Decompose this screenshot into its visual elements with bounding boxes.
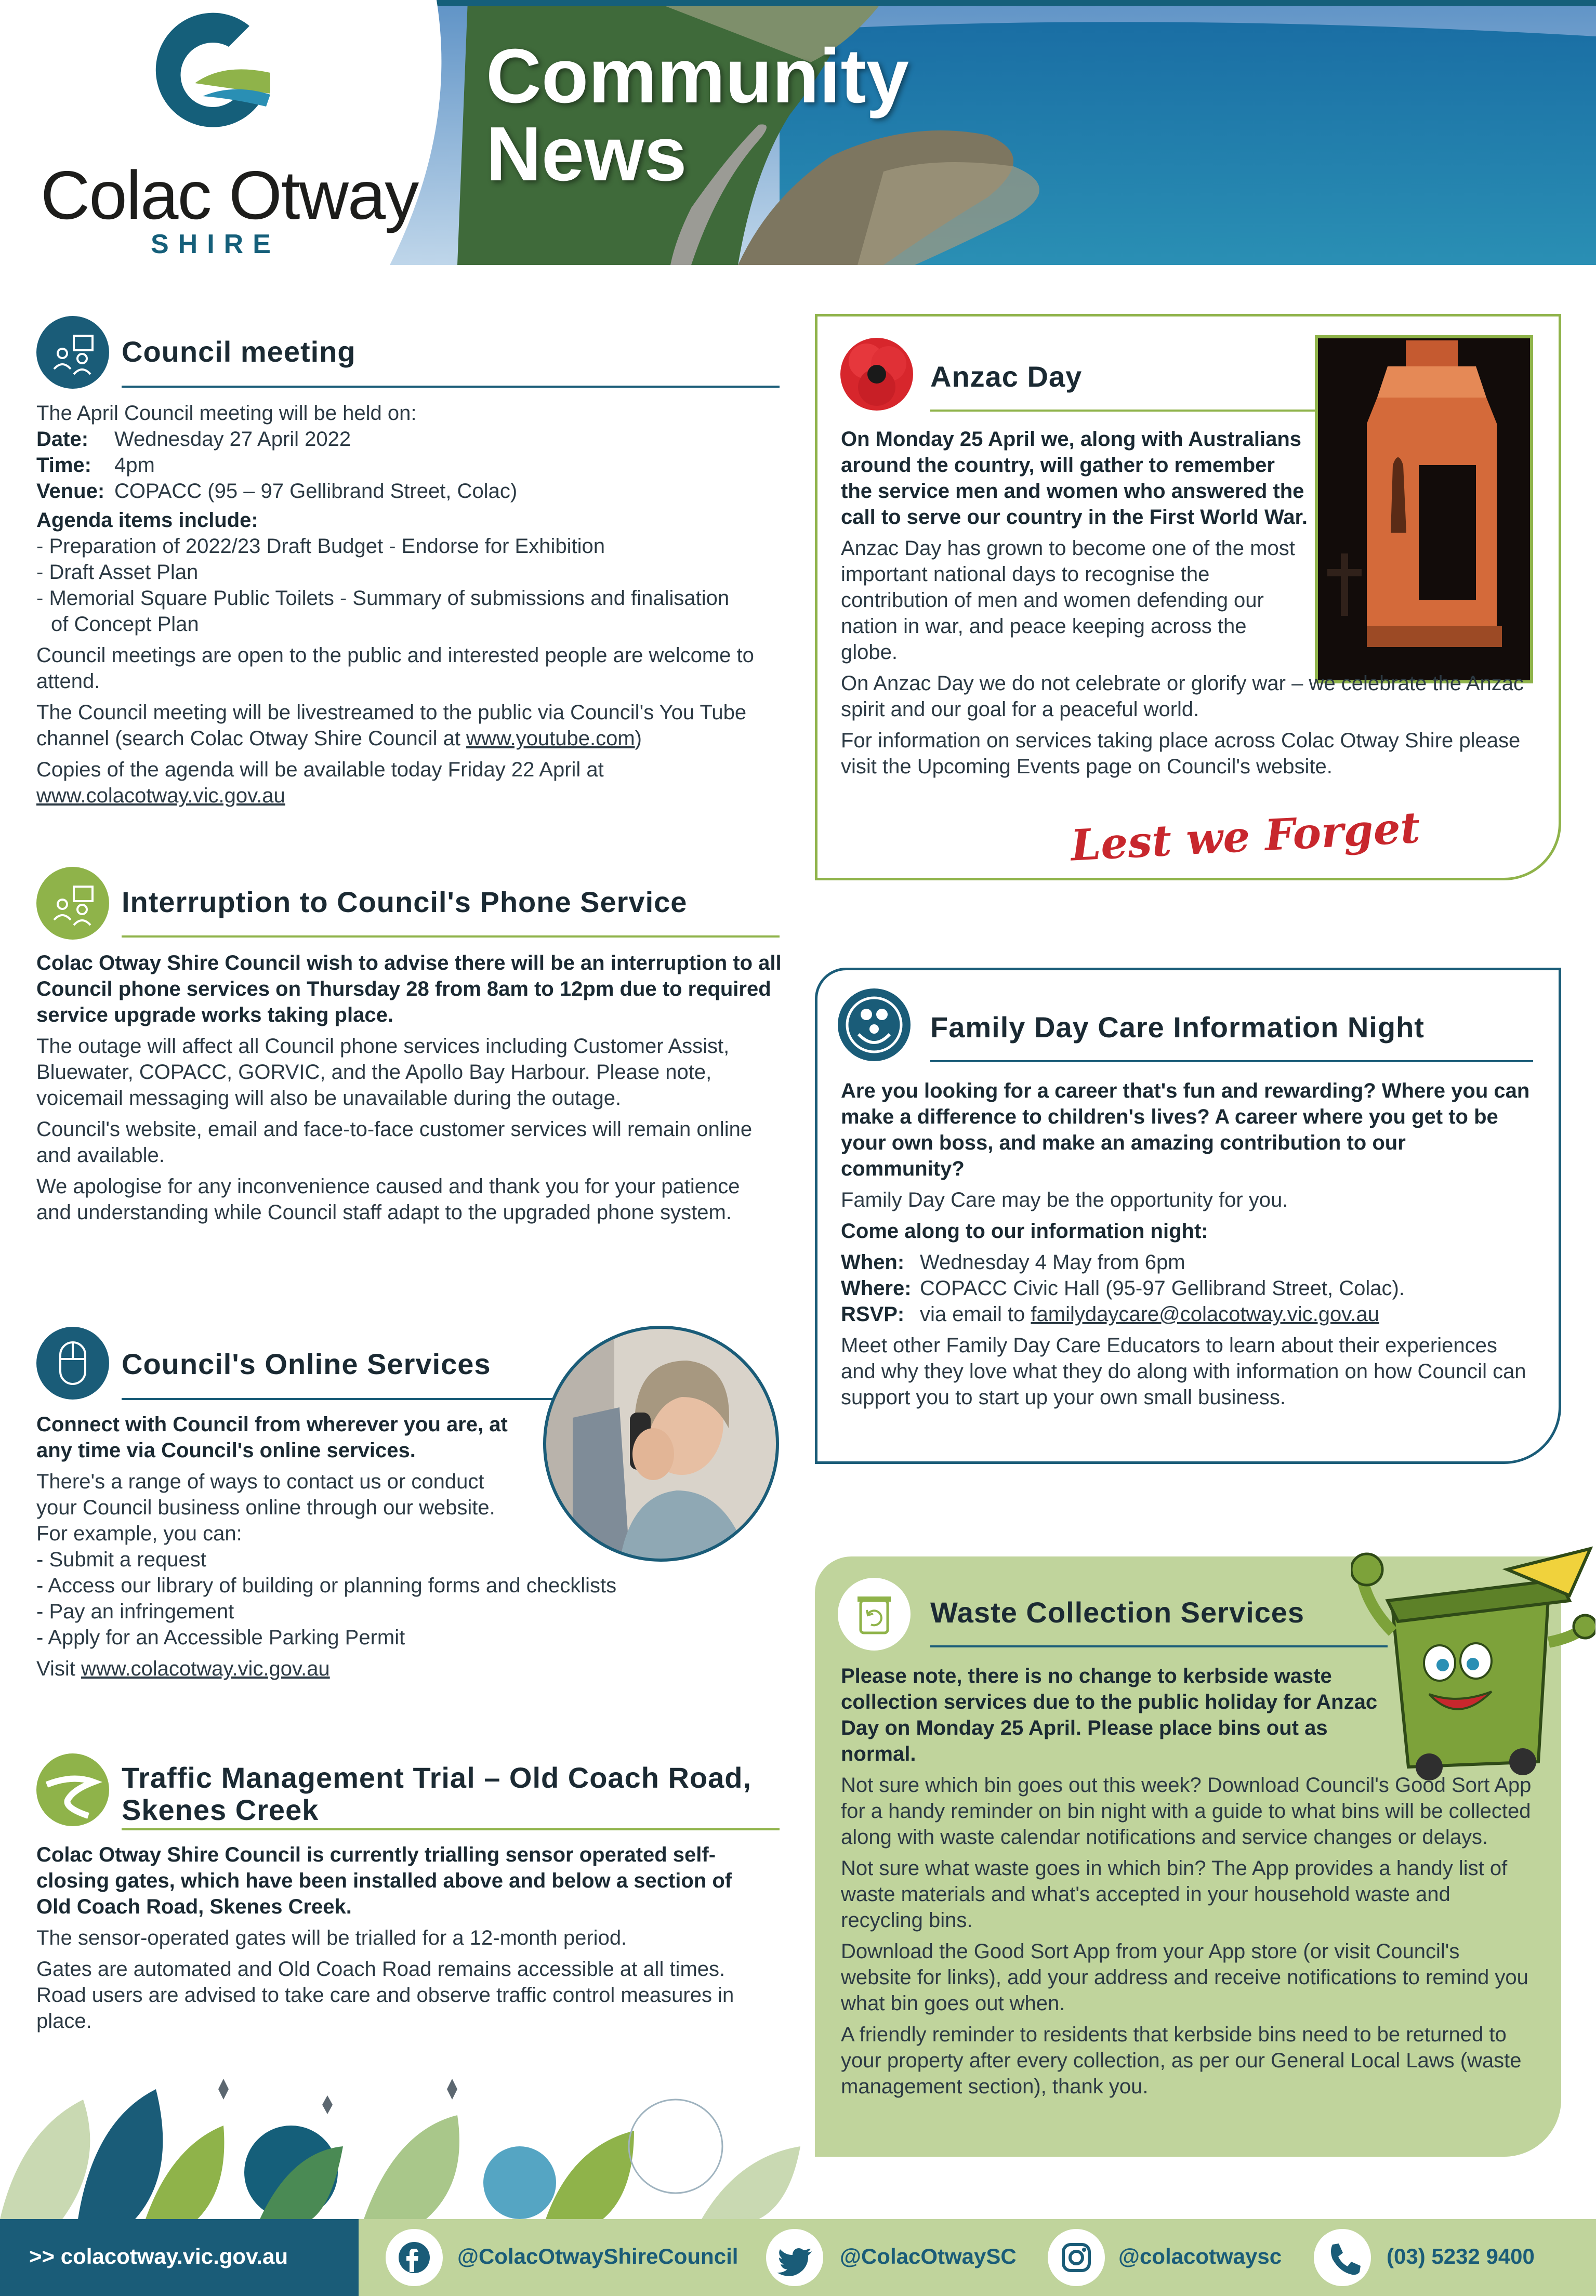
online-services-rule (122, 1398, 563, 1400)
brand-name: Colac Otway (41, 157, 418, 233)
decorative-plants-illustration (0, 2068, 811, 2219)
twitter-icon[interactable] (766, 2229, 823, 2286)
phone-service-icon (36, 867, 109, 940)
traffic-heading-line-1: Traffic Management Trial – Old Coach Road, (122, 1761, 752, 1794)
waste-p2: Not sure what waste goes in which bin? The App provides a handy list of waste materials and what's accepted in your household waste and recycling bins. (841, 1857, 1508, 1932)
meeting-copies-text: Copies of the agenda will be available today Friday 22 April at (36, 758, 604, 781)
agenda-heading: Agenda items include: (36, 509, 258, 532)
meeting-open-text: Council meetings are open to the public and interested people are welcome to attend. (36, 644, 754, 693)
footer-facebook[interactable]: @ColacOtwayShireCouncil (457, 2244, 738, 2268)
fdc-rsvp-row (841, 1301, 1532, 1327)
brand-sub: SHIRE (151, 229, 280, 259)
anzac-p2: On Anzac Day we do not celebrate or glorify war – we celebrate the Anzac spirit and our goal for a peaceful world. (841, 672, 1524, 721)
mouse-icon (36, 1327, 109, 1400)
waste-lead: Please note, there is no change to kerbside waste collection services due to the public holiday for Anzac Day on Monday 25 April. Please place bins out as normal. (841, 1665, 1378, 1765)
meeting-icon (36, 316, 109, 389)
waste-collection-rule (930, 1645, 1388, 1647)
colac-otway-logo-icon (146, 5, 281, 140)
anzac-p3: For information on services taking place across Colac Otway Shire please visit the Upcoming Events page on Council's website. (841, 729, 1521, 778)
traffic-p2: Gates are automated and Old Coach Road remains accessible at all times. Road users are advised to take care and observe traffic control measures in place. (36, 1958, 734, 2033)
online-services-list (36, 1547, 785, 1651)
footer-website-link[interactable]: >> colacotway.vic.gov.au (29, 2244, 288, 2268)
council-website-link[interactable]: www.colacotway.vic.gov.au (81, 1657, 330, 1680)
traffic-heading (122, 1762, 751, 1826)
livestream-end: ) (635, 727, 642, 750)
poppy-icon (838, 335, 916, 413)
waste-collection-heading: Waste Collection Services (930, 1596, 1305, 1629)
family-icon (838, 988, 911, 1061)
traffic-rule (122, 1828, 780, 1830)
phone-lead-c: due to required service upgrade works taking place. (36, 978, 771, 1026)
footer-twitter[interactable]: @ColacOtwaySC (840, 2244, 1017, 2268)
where-label: Where: (841, 1277, 912, 1300)
instagram-icon[interactable] (1048, 2229, 1105, 2286)
masthead-title (486, 33, 1058, 197)
online-list-item: - Submit a request (36, 1547, 785, 1573)
online-p2: For example, you can: (36, 1522, 242, 1545)
meeting-intro: The April Council meeting will be held on: (36, 402, 417, 425)
phone-service-heading: Interruption to Council's Phone Service (122, 886, 688, 918)
agenda-item: - Preparation of 2022/23 Draft Budget - Endorse for Exhibition (36, 533, 785, 559)
meeting-livestream-text (36, 700, 785, 751)
council-website-link[interactable]: www.colacotway.vic.gov.au (36, 784, 285, 807)
time-label: Time: (36, 454, 91, 477)
online-list-item: - Pay an infringement (36, 1599, 785, 1625)
footer-phone[interactable]: (03) 5232 9400 (1387, 2244, 1535, 2268)
traffic-p1: The sensor-operated gates will be trialled for a 12-month period. (36, 1926, 627, 1949)
when-label: When: (841, 1251, 905, 1274)
page-header (0, 0, 1596, 265)
phone-lead (36, 950, 785, 1028)
where-value: COPACC Civic Hall (95-97 Gellibrand Street, Colac). (920, 1277, 1405, 1300)
family-day-care-heading: Family Day Care Information Night (930, 1011, 1424, 1044)
waste-collection-body (841, 1663, 1532, 2100)
time-value: 4pm (114, 454, 155, 477)
lest-we-forget: Lest we Forget (1069, 802, 1421, 871)
masthead-line-1: Community (486, 33, 909, 119)
online-list-item: - Access our library of building or planning forms and checklists (36, 1573, 785, 1599)
anzac-body (841, 426, 1532, 780)
anzac-lead: On Monday 25 April we, along with Australians around the country, will gather to remember the service men and women who answered the call to serve our country in the First World War. (841, 428, 1308, 529)
phone-lead-a: Colac Otway Shire Council wish to advise there will be an interruption to all Council phone services on (36, 952, 782, 1000)
livestream-text: The Council meeting will be livestreamed to the public via Council's You Tube channel (search Colac Otway Shire Council at (36, 701, 747, 750)
agenda-item: - Memorial Square Public Toilets - Summary of submissions and finalisation of Concept Plan (36, 585, 747, 637)
traffic-heading-line-2: Skenes Creek (122, 1793, 319, 1826)
phone-p3: We apologise for any inconvenience caused and thank you for your patience and understanding while Council staff adapt to the upgraded phone system. (36, 1175, 740, 1224)
waste-p3: Download the Good Sort App from your App store (or visit Council's website for links), add your address and receive notifications to remind you what bin goes out when. (841, 1940, 1528, 2015)
online-services-body (36, 1411, 785, 1682)
visit-text: Visit (36, 1657, 81, 1680)
rsvp-label: RSVP: (841, 1303, 905, 1326)
online-p1: There's a range of ways to contact us or conduct your Council business online through our website. (36, 1470, 495, 1519)
facebook-icon[interactable] (386, 2229, 443, 2286)
phone-lead-date: Thursday 28 from 8am to 12pm (307, 978, 614, 1000)
phone-p2: Council's website, email and face-to-face customer services will remain online and available. (36, 1118, 753, 1167)
venue-label: Venue: (36, 480, 105, 503)
council-meeting-body (36, 400, 785, 809)
council-meeting-rule (122, 386, 780, 388)
date-value: Wednesday 27 April 2022 (114, 428, 351, 451)
phone-service-rule (122, 935, 780, 938)
anzac-rule (930, 410, 1315, 412)
online-services-heading: Council's Online Services (122, 1348, 491, 1380)
anzac-heading: Anzac Day (930, 360, 1083, 393)
online-visit (36, 1656, 785, 1682)
road-icon (36, 1753, 109, 1826)
fdc-when-row (841, 1249, 1532, 1275)
family-day-care-body (841, 1078, 1532, 1410)
online-list-item: - Apply for an Accessible Parking Permit (36, 1625, 785, 1651)
phone-service-body (36, 950, 785, 1225)
meeting-venue-row (36, 478, 785, 504)
meeting-time-row (36, 452, 785, 478)
recycle-bin-icon (838, 1578, 911, 1651)
fdc-p2: Meet other Family Day Care Educators to learn about their experiences and why they love what they do along with information on how Council can support you to start up your own small business. (841, 1334, 1526, 1409)
fdc-lead: Are you looking for a career that's fun and rewarding? Where you can make a difference to children's lives? A career where you get to be your own boss, and make an amazing contribution to our community? (841, 1079, 1530, 1180)
phone-p1: The outage will affect all Council phone services including Customer Assist, Bluewater, COPACC, GORVIC, and the Apollo Bay Harbour. Please note, voicemail messaging will also be unavailable during the outage. (36, 1035, 730, 1110)
footer-instagram[interactable]: @colacotwaysc (1118, 2244, 1282, 2268)
waste-p1: Not sure which bin goes out this week? Download Council's Good Sort App for a handy reminder on bin night with a guide to what bins will be collected along with waste calendar notifications and service changes or delays. (841, 1774, 1532, 1849)
when-value: Wednesday 4 May from 6pm (920, 1251, 1185, 1274)
anzac-p1: Anzac Day has grown to become one of the most important national days to recognise the contribution of men and women defending our nation in war, and peace keeping across the globe. (841, 537, 1295, 664)
masthead-line-2: News (486, 111, 687, 197)
family-day-care-rule (930, 1060, 1533, 1062)
meeting-date-row (36, 426, 785, 452)
agenda-item: - Draft Asset Plan (36, 559, 785, 585)
date-label: Date: (36, 428, 89, 451)
agenda-list (36, 533, 785, 637)
waste-p4: A friendly reminder to residents that kerbside bins need to be returned to your property after every collection, as per our General Local Laws (waste management section), thank you. (841, 2023, 1522, 2098)
fdc-come: Come along to our information night: (841, 1220, 1208, 1243)
traffic-lead: Colac Otway Shire Council is currently trialling sensor operated self-closing gates, which have been installed above and below a section of Old Coach Road, Skenes Creek. (36, 1843, 732, 1918)
fdc-email-link[interactable]: familydaycare@colacotway.vic.gov.au (1031, 1303, 1379, 1326)
rsvp-text: via email to (920, 1303, 1031, 1326)
council-meeting-heading: Council meeting (122, 335, 356, 368)
youtube-link[interactable]: www.youtube.com (466, 727, 635, 750)
venue-value: COPACC (95 – 97 Gellibrand Street, Colac) (114, 480, 518, 503)
fdc-p1: Family Day Care may be the opportunity for you. (841, 1189, 1288, 1211)
online-lead: Connect with Council from wherever you are, at any time via Council's online services. (36, 1413, 508, 1462)
fdc-where-row (841, 1275, 1532, 1301)
phone-icon[interactable] (1314, 2229, 1371, 2286)
traffic-body (36, 1842, 785, 2034)
